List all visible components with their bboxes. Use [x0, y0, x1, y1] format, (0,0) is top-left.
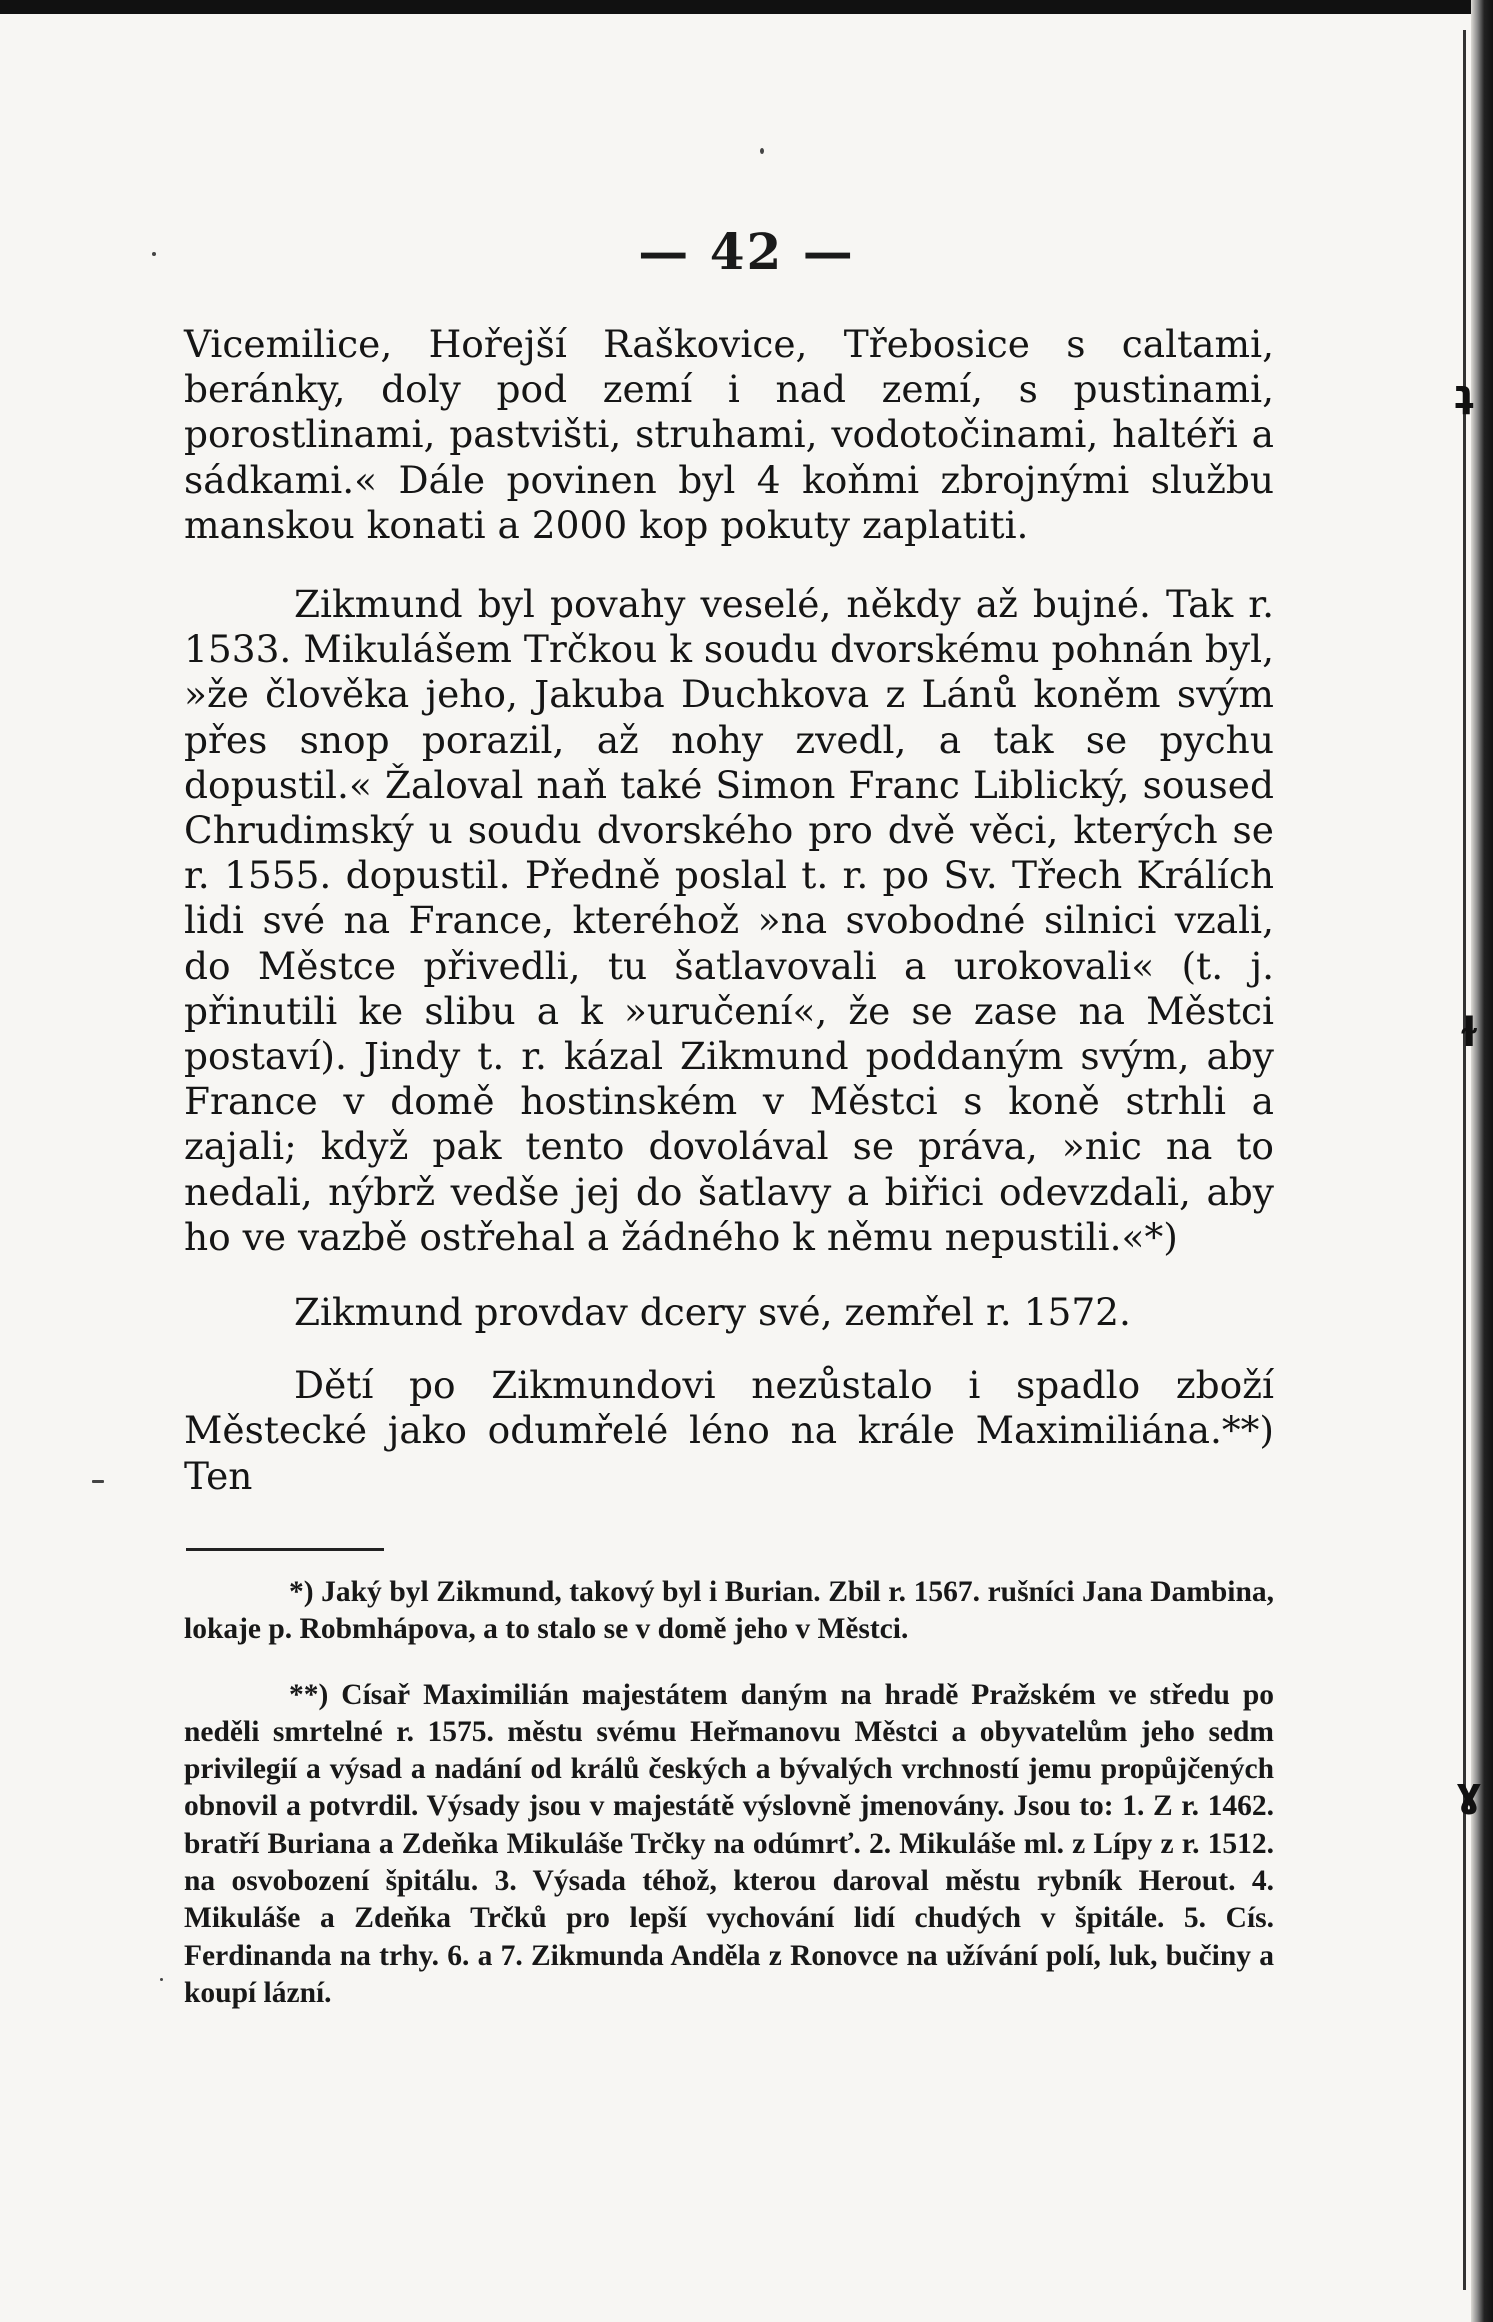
- page-number: — 42 —: [638, 222, 855, 281]
- footnote-divider: [186, 1548, 384, 1551]
- margin-mark: ɣ: [1456, 1770, 1482, 1816]
- main-text: [184, 322, 1274, 1499]
- page-spine-line: [1463, 30, 1466, 2290]
- print-speck: [160, 1978, 163, 1981]
- paragraph: Dětí po Zikmundovi nezůstalo i spadlo zboží Městecké jako odumřelé léno na krále Maximiliána.**) Ten: [184, 1363, 1274, 1498]
- page-top-edge: [0, 0, 1493, 14]
- print-speck: [760, 148, 764, 154]
- paragraph: Vicemilice, Hořejší Raškovice, Třebosice s caltami, beránky, doly pod zemí i nad zemí, s pustinami, porostlinami, pastvišti, struhami, vodotočinami, haltéři a sádkami.« Dále povinen byl 4 koňmi zbrojnými službu manskou konati a 2000 kop pokuty zaplatiti.: [184, 322, 1274, 547]
- paragraph: Zikmund provdav dcery své, zemřel r. 1572.: [294, 1290, 1131, 1335]
- footnotes: [184, 1574, 1274, 2012]
- margin-mark: ʇ: [1455, 372, 1475, 418]
- print-speck: [92, 1480, 104, 1483]
- page-right-edge: [1471, 0, 1493, 2322]
- footnote: **) Císař Maximilián majestátem daným na hradě Pražském ve středu po neděli smrtelné r. 1575. městu svému Heřmanovu Městci a obyvatelům jeho sedm privilegií a výsad a nadání od králů českých a bývalých vrchností jemu propůjčených obnovil a potvrdil. Výsady jsou v majestátě výslovně jmenovány. Jsou to: 1. Z r. 1462. bratří Buriana a Zdeňka Mikuláše Trčky na odúmrť. 2. Mikuláše ml. z Lípy z r. 1512. na osvobození špitálu. 3. Výsada téhož, kterou daroval městu rybník Herout. 4. Mikuláše a Zdeňka Trčků pro lepší vychování lidí chudých v špitále. 5. Cís. Ferdinanda na trhy. 6. a 7. Zikmunda Anděla z Ronovce na užívání polí, luk, bučiny a koupí lázní.: [184, 1678, 1274, 2009]
- footnote: *) Jaký byl Zikmund, takový byl i Burian. Zbil r. 1567. rušníci Jana Dambina, lokaje p. Robmhápova, a to stalo se v domě jeho v Městci.: [184, 1576, 1274, 1646]
- paragraph: Zikmund byl povahy veselé, někdy až bujné. Tak r. 1533. Mikulášem Trčkou k soudu dvorskému pohnán byl, »že člověka jeho, Jakuba Duchkova z Lánů koněm svým přes snop porazil, až nohy zvedl, a tak se pychu dopustil.« Žaloval naň také Simon Franc Liblický, soused Chrudimský u soudu dvorského pro dvě věci, kterých se r. 1555. dopustil. Předně poslal t. r. po Sv. Třech Králích lidi své na France, kteréhož »na svobodné silnici vzali, do Městce přivedli, tu šatlavovali a urokovali« (t. j. přinutili ke slibu a k »uručení«, že se zase na Městci postaví). Jindy t. r. kázal Zikmund poddaným svým, aby France v domě hostinském v Městci s koně strhli a zajali; když pak tento dovolával se práva, »nic na to nedali, nýbrž vedše jej do šatlavy a biřici odevzdali, aby ho ve vazbě ostřehal a žádného k němu nepustili.«*): [184, 582, 1274, 1259]
- margin-mark: ɫ: [1458, 1010, 1481, 1056]
